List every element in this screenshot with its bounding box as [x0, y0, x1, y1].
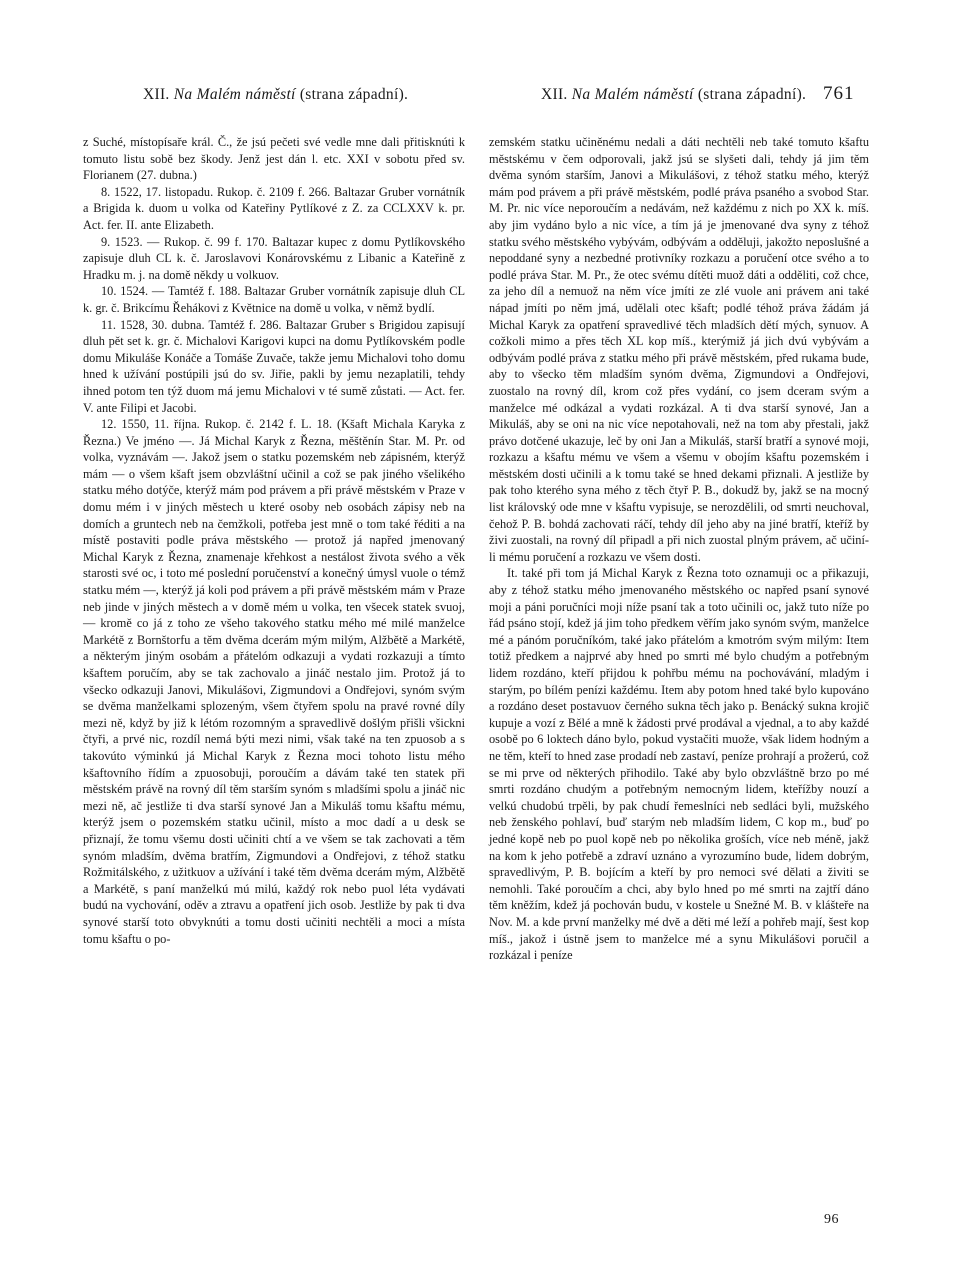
header-left-prefix: XII. — [143, 86, 170, 103]
header-left-title: Na Malém náměstí — [169, 86, 296, 103]
header-right — [541, 86, 806, 104]
left-column — [83, 134, 465, 947]
header-right-prefix: XII. — [541, 86, 568, 103]
header-left — [143, 86, 408, 104]
paragraph: 8. 1522, 17. listopadu. Rukop. č. 2109 f. 266. Baltazar Gruber vornátník a Brigida k. duom u volka od Kateřiny Pytlíkové z Z. za CCLXXV k. pr. Act. fer. II. ante Elizabeth. — [83, 184, 465, 232]
paragraph: 11. 1528, 30. dubna. Tamtéž f. 286. Baltazar Gruber s Brigidou zapisují dluh pět set k. gr. č. Michalovi Karigovi kupci na domu Pytlíkovském podle domu Mikuláše Konáče a Tomáše Zuvače, takže jemu Michalovi toho domu hned k užívání postúpili jsú do sv. Jiřie, pakli by jemu nezaplatili, tehdy ihned potom ten týž duom má jemu Michalovi v té sumě zůstati. — Act. fer. V. ante Filipi et Jacobi. — [83, 317, 465, 415]
paragraph: z Suché, místopísaře král. Č., že jsú pečeti své vedle mne dali přitisknúti k tomuto listu sobě bez škody. Jenž jest dán l. etc. XXI v sobotu před sv. Florianem (27. dubna.) — [83, 135, 465, 183]
paragraph: 10. 1524. — Tamtéž f. 188. Baltazar Gruber vornátník zapisuje dluh CL k. gr. č. Brikcímu Řehákovi z Květnice na domě u volka, v němž bydlí. — [83, 284, 465, 315]
paragraph: 12. 1550, 11. října. Rukop. č. 2142 f. L. 18. (Kšaft Michala Karyka z Řezna.) Ve jméno —. Já Michal Karyk z Řezna, měštěnín Star. M. Pr. od volka, vyznávám —. Jakož jsem o statku pozemském neb zápisném, kterýž mám — o všem kšaft jsem obzvláštní učinil a což se pak jiného všelikého statku mého dotýče, kterýž mám pod právem a při právě městském v Praze v domu mém i v jiných městech u které osoby neb osobách zápisy neb na domích a gruntech neb na čemžkoli, potřeba jest mně o tom také řéditi a na místě postaviti podle práva městského — protož já napřed jmenovaný Michal Karyk z Řezna, znamenaje křehkost a nestálost života svého a věk starosti své oc, i toto mé poslední poručenství a konečný úmysl vuole o témž statku mém —, kterýž já koli pod právem a při právě městském mám v Praze neb jinde v jiných městech a v domě mém u volka, ten všecek statek svuoj, — kromě co já z toho ze všeho takového statku mého mé milé manželce Markétě z Bornštorfu a těm dvěma dcerám mým milým, Alžbětě a Markétě, a některým jiným osobám a přátelóm odkazuji a vydati rozkazuji a tímto kšaftem poručím, aby se tak zachovalo a jináč nestalo jim. Protož já to všecko odkazuji Janovi, Mikulášovi, Zigmundovi a Ondřejovi, synóm svým se dvěma manželkami splozeným, všem čtyřem spolu na pravé rovné díly mezi ně, když by již k létóm rozomným a spravedlivě došlým přišli všickni čtyři, a prvé nic, rozdíl nemá býti mezi nimi, však také na ten zpuosob a s takovúto výminkú já Michal Karyk z Řezna moci tohoto listu mého kšaftovního řídím a zpuosobuji, poroučím a dávám také ten statek při městském právě na rovný díl těm starším synóm s mladšími spolu a jináč nic mezi ně, ač jestliže ti dva starší synové Jan a Mikuláš tomu kšaftu mému, kterýž jsem o pozemském statku učinil, místo a moc dadí a u desk se přiznají, že tomu všemu dosti učiniti chtí a ve všem se tak zachovati a těm synóm mladším, dvěma bratřím, Zigmundovi a Ondřejovi, z téhož statku Rožmitálského, z užitkuov a užívání i také těm dvěma dcerám mým, Alžbětě a Markétě, s paní manželkú mú milú, každý rok nebo puol léta vydávati budú na vychování, oděv a ztravu a opatření jich osob. Jestliže by pak ti dva synové starší toto obvyknúti a tomu dosti učiniti nechtěli a moci a místa tomu kšaftu o po- — [83, 417, 465, 946]
header-right-title: Na Malém náměstí — [567, 86, 694, 103]
page-number: 761 — [823, 83, 855, 104]
paragraph: It. také při tom já Michal Karyk z Řezna toto oznamuji oc a přikazuji, aby z téhož statku mého jmenovaného městského oc napřed psaní synové moji a páni poručníci moji níže psaní tak a toto učinili oc, jakž tuto níže po řád psáno stojí, kdež já jim toho předkem věřím jako synóm svým, manželce mé a pánóm poručníkóm, také jako přátelóm a kmotróm svým milým: Item totiž předkem a najprvé aby hned po smrti mé bylo chudým a potřebným lidem rozdáno, kteří přijdou k pohřbu mému na pochovávání, mladým i starým, po bílém penízi každému. Item aby potom hned také bylo kupováno a rozdáno deset postavuov černého sukna těch jako p. Benácký sukna krojič kupuje a vozí z Bělé a mně k žádosti prvé prodával a vjednal, a to aby každé osobě po 6 loktech dáno bylo, pokud vystačiti muože, však lidem hodným a ne těm, kteří to hned zase prodadí neb zastaví, peníze prohrají a prožerú, což se mi prve od některých přihodilo. Také aby bylo obzvláštně brzo po mé smrti rozdáno chudým a potřebným nemocným lidem, kteřížby nouzí a velkú chudobú trpěli, by pak chudí řemeslníci neb sedláci byli, mužského neb ženského pohlaví, buď starým neb mladším lidem, C kop m., buď po jedné kopě neb po puol kopě neb po několika groších, více neb méně, jakž na kom k jeho potřebě a zdraví uznáno a vyrozumíno bude, lidem dobrým, spravedlivým, P. B. bojícím a kteří by pro nemoci své dělati a živiti se nemohli. Také poroučím a chci, aby bylo hned po mé smrti na zajtří dáno těm kněžím, kdež já pochován budu, v kostele u Snežné M. B. v klášteře na Nov. M. a kde první manželky mé dvě a děti mé leží a pohřeb mají, šest kop míš., jakož i ústně jsem to manželce mé a synu Mikulášovi poručil a rozkázal i peníze — [489, 566, 869, 963]
signature-mark: 96 — [824, 1212, 839, 1227]
paragraph: zemském statku učiněnému nedali a dáti nechtěli neb také tomuto kšaftu městskému v čem odporovali, jakž jsú se slyšeti dali, tehdy já jim těm dvěma synóm starším, Janovi a Mikulášovi, z téhož statku mého, kterýž mám pod právem a při právě městském, podlé práva psaného a svobod Star. M. Pr. nic více neporoučím a nedávám, než každému z nich po XX k. míš. aby jim vydáno bylo a nic více, a tím já je jmenované dva syny z téhož statku svého městského vybývám, odbývám a odděluji, jakožto neposlušné a nepoddané syny a nezbedné protivníky rozkazu a poručení otce svého a to podlé práva Star. M. Pr., že otec svému dítěti muož dáti a odděliti, což chce, za jeho díl a nemuož na něm více jmíti ze zlé vuole ani právem ani také nápad jmíti po něm jmá, udělali otec kšaft; podlé téhož práva žádám já Michal Karyk za opatření spravedlivé těch mladších dětí mých, synuov. A cožkoli mimo a přes těch XL kop míš., kterýmiž já jich dvú vybývám a odbývám podlé práva z statku mého při právě městském, před rukama bude, aby to všecko těm mladším synóm dvěma, Zigmundovi a Ondřejovi, zuostalo na rovný díl, krom což přes vydání, co jsem dceram svým a manželce mé odkázal a vydati rozkázal. A ti dva starší synové, Jan a Mikuláš, aby se oni na nic více nepotahovali, než na tom aby přestali, jakž právo dotčené ukazuje, leč by oni Jan a Mikuláš, starší bratří a synové moji, rozkazu a kšaftu mému ve všem a všemu v obojím kšaftu pozemském i městském dosti učinili a k tomu také se hned dekami přiznali. A jestliže by pak toho kterého syna mého z těch čtyř P. B., dokudž by, jakž se na mocný list královský ode mne v kšaftu vypisuje, se nerozdělili, od smrti neuchoval, čehož P. B. bohdá zachovati ráčí, tehdy díl jeho aby na jiné bratří, kteříž by živi zuostali, na rovný díl připadl a při nich zuostal plným právem, ač učiní-li mému poručení a rozkazu ve všem dosti. — [489, 135, 869, 564]
right-column — [489, 134, 869, 964]
header-left-suffix: (strana západní). — [295, 86, 409, 103]
header-right-suffix: (strana západní). — [693, 86, 807, 103]
paragraph: 9. 1523. — Rukop. č. 99 f. 170. Baltazar kupec z domu Pytlíkovského zapisuje dluh CL k. č. Jaroslavovi Konárovskému z Libanic a Kateřině z Hradku m. j. na domě někdy u volkuov. — [83, 234, 465, 282]
running-header — [0, 83, 960, 110]
